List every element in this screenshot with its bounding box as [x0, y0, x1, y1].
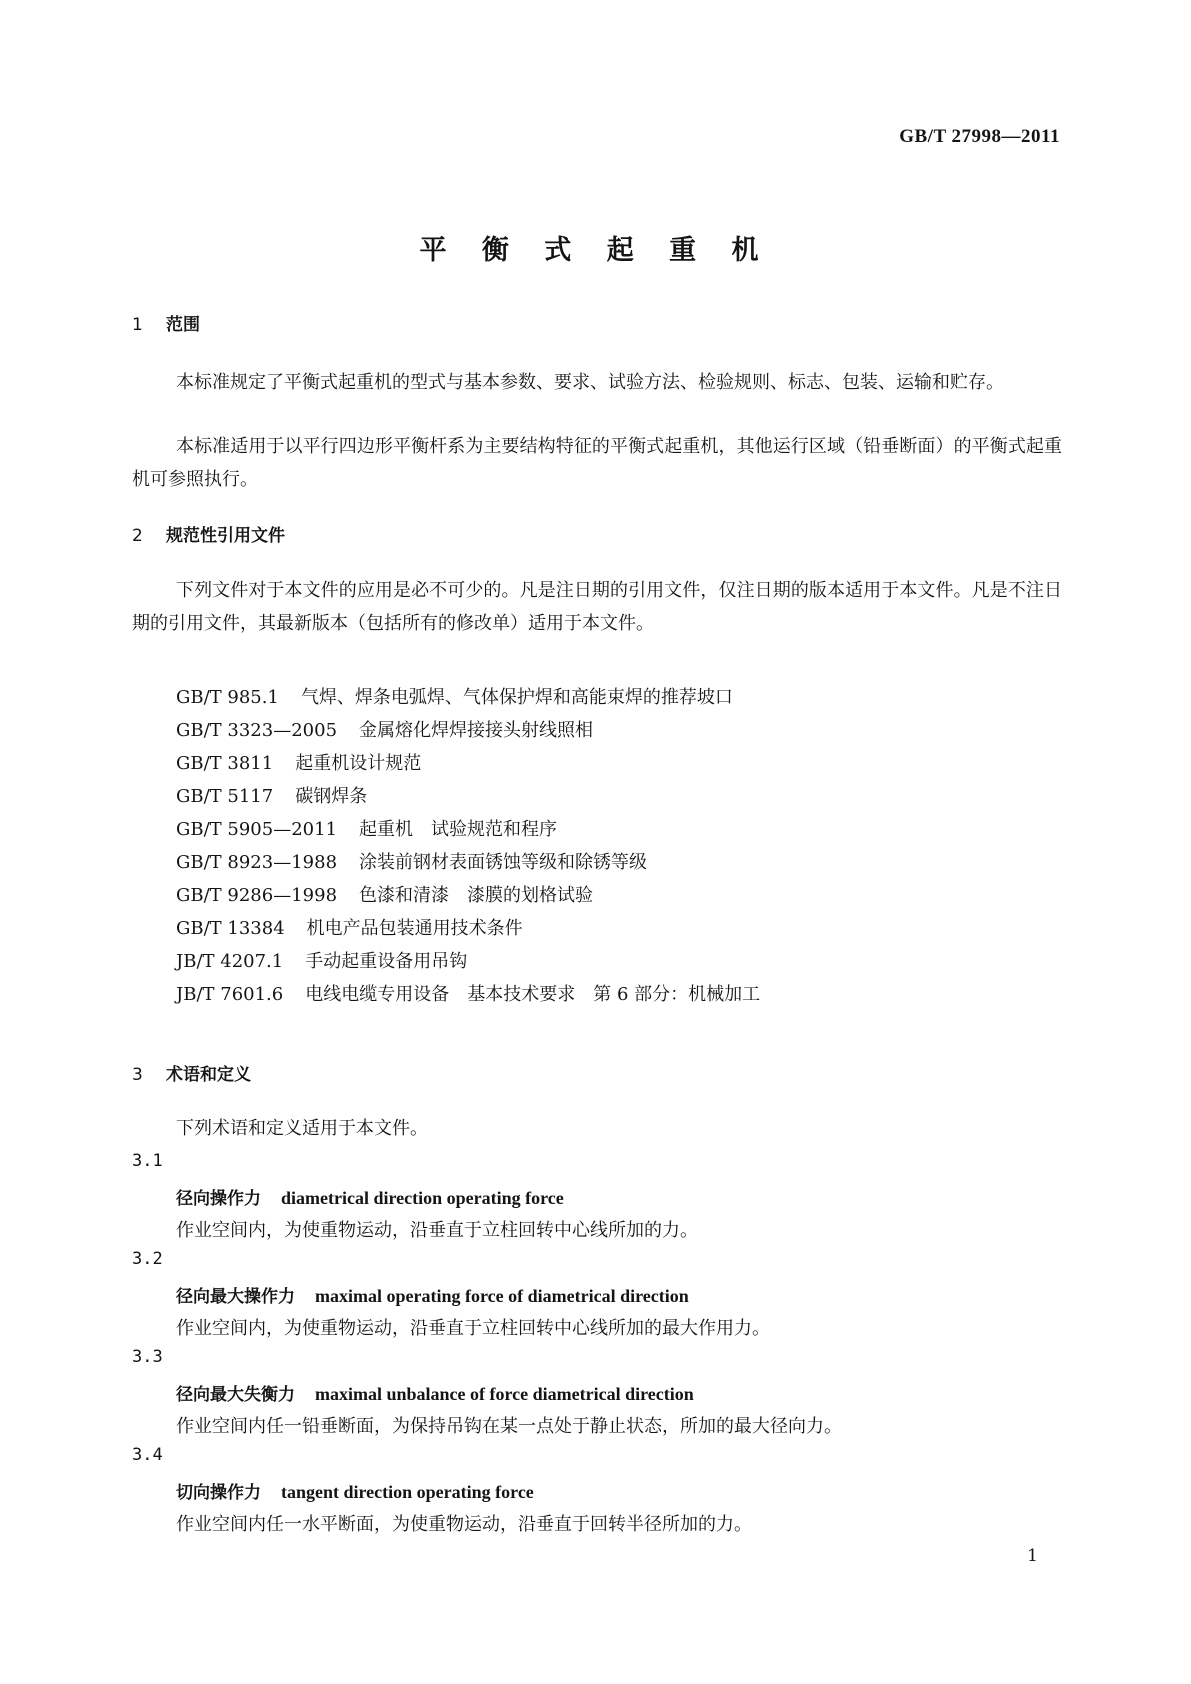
term-name [176, 1478, 534, 1503]
term-name-zh: 径向最大失衡力 [176, 1385, 295, 1405]
reference-item [176, 879, 760, 912]
reference-item [176, 813, 760, 846]
section-number: 2 [132, 526, 143, 546]
term-number: 3.3 [132, 1347, 163, 1367]
reference-item [176, 747, 760, 780]
reference-item [176, 945, 760, 978]
term-name-zh: 切向操作力 [176, 1483, 261, 1503]
term-number: 3.2 [132, 1249, 163, 1269]
term-name [176, 1282, 689, 1307]
reference-item [176, 978, 760, 1011]
reference-title: 机电产品包装通用技术条件 [306, 918, 523, 939]
term-name-en: maximal unbalance of force diametrical direction [315, 1384, 694, 1404]
reference-list [176, 681, 760, 1011]
term-name [176, 1184, 564, 1209]
reference-title: 手动起重设备用吊钩 [305, 951, 468, 972]
scope-paragraph-2: 本标准适用于以平行四边形平衡杆系为主要结构特征的平衡式起重机，其他运行区域（铅垂断面）的平衡式起重机可参照执行。 [132, 436, 1062, 490]
term-name [176, 1380, 694, 1405]
reference-title: 金属熔化焊焊接接头射线照相 [359, 720, 594, 741]
reference-title: 起重机设计规范 [295, 753, 422, 774]
reference-code: GB/T 8923—1988 [176, 852, 338, 873]
reference-code: GB/T 9286—1998 [176, 885, 338, 906]
term-definition: 作业空间内任一铅垂断面，为保持吊钩在某一点处于静止状态，所加的最大径向力。 [176, 1416, 842, 1437]
reference-title: 起重机 试验规范和程序 [359, 819, 558, 840]
reference-title: 碳钢焊条 [295, 786, 368, 807]
term-name-en: maximal operating force of diametrical direction [315, 1286, 689, 1306]
term-definition: 作业空间内，为使重物运动，沿垂直于立柱回转中心线所加的最大作用力。 [176, 1318, 770, 1339]
reference-item [176, 780, 760, 813]
reference-title: 电线电缆专用设备 基本技术要求 第 6 部分：机械加工 [305, 984, 761, 1005]
reference-code: JB/T 7601.6 [176, 984, 284, 1005]
term-number: 3.1 [132, 1151, 163, 1171]
reference-item [176, 846, 760, 879]
terms-intro: 下列术语和定义适用于本文件。 [176, 1118, 428, 1139]
reference-code: GB/T 5905—2011 [176, 819, 338, 840]
reference-item [176, 681, 760, 714]
section-heading-normative-refs [132, 521, 285, 546]
reference-title: 气焊、焊条电弧焊、气体保护焊和高能束焊的推荐坡口 [300, 687, 733, 708]
reference-item [176, 714, 760, 747]
term-number: 3.4 [132, 1445, 163, 1465]
reference-code: GB/T 985.1 [176, 687, 279, 708]
page-number: 1 [1027, 1546, 1038, 1566]
section-title: 范围 [166, 315, 200, 335]
section-number: 1 [132, 315, 143, 335]
term-definition: 作业空间内任一水平断面，为使重物运动，沿垂直于回转半径所加的力。 [176, 1514, 752, 1535]
reference-code: GB/T 3323—2005 [176, 720, 338, 741]
reference-code: GB/T 5117 [176, 786, 274, 807]
reference-code: JB/T 4207.1 [176, 951, 284, 972]
section-title: 术语和定义 [166, 1065, 251, 1085]
standard-code: GB/T 27998—2011 [899, 126, 1060, 147]
section-title: 规范性引用文件 [166, 526, 285, 546]
section-heading-scope [132, 310, 200, 335]
term-name-en: diametrical direction operating force [281, 1188, 564, 1208]
term-name-zh: 径向操作力 [176, 1189, 261, 1209]
reference-code: GB/T 3811 [176, 753, 274, 774]
term-name-en: tangent direction operating force [281, 1482, 534, 1502]
reference-code: GB/T 13384 [176, 918, 285, 939]
scope-paragraph-1: 本标准规定了平衡式起重机的型式与基本参数、要求、试验方法、检验规则、标志、包装、运输和贮存。 [176, 372, 1004, 393]
term-definition: 作业空间内，为使重物运动，沿垂直于立柱回转中心线所加的力。 [176, 1220, 698, 1241]
document-title: 平 衡 式 起 重 机 [419, 235, 772, 266]
normative-refs-intro: 下列文件对于本文件的应用是必不可少的。凡是注日期的引用文件，仅注日期的版本适用于本文件。凡是不注日期的引用文件，其最新版本（包括所有的修改单）适用于本文件。 [132, 580, 1062, 634]
section-heading-terms [132, 1060, 251, 1085]
reference-item [176, 912, 760, 945]
reference-title: 涂装前钢材表面锈蚀等级和除锈等级 [359, 852, 648, 873]
term-name-zh: 径向最大操作力 [176, 1287, 295, 1307]
reference-title: 色漆和清漆 漆膜的划格试验 [359, 885, 594, 906]
section-number: 3 [132, 1065, 143, 1085]
